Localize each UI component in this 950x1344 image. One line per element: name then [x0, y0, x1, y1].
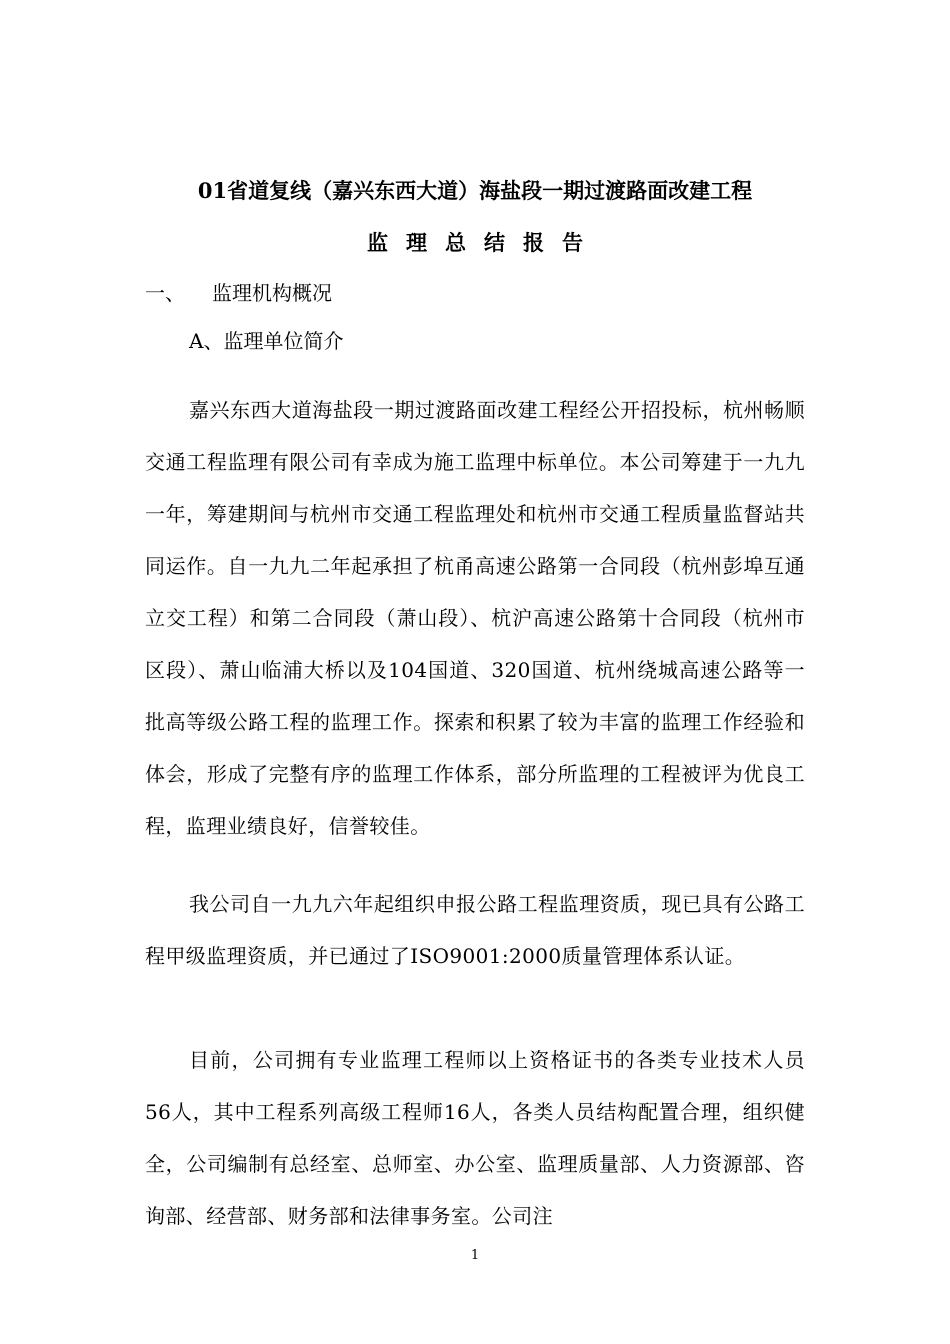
subsection-heading: A、监理单位简介: [189, 329, 344, 353]
document-subtitle: 监理总结报告: [367, 230, 601, 255]
paragraph-staffing: 目前，公司拥有专业监理工程师以上资格证书的各类专业技术人员56人，其中工程系列高级工程师16人，各类人员结构配置合理，组织健全，公司编制有总经室、总师室、办公室、监理质量部、人力资源部、咨询部、经营部、财务部和法律事务室。公司注: [145, 1048, 805, 1228]
section-heading-text: 监理机构概况: [212, 281, 332, 305]
paragraph-company-intro: 嘉兴东西大道海盐段一期过渡路面改建工程经公开招投标，杭州畅顺交通工程监理有限公司有幸成为施工监理中标单位。本公司筹建于一九九一年，筹建期间与杭州市交通工程监理处和杭州市交通工程质量监督站共同运作。自一九九二年起承担了杭甬高速公路第一合同段（杭州彭埠互通立交工程）和第二合同段（萧山段）、杭沪高速公路第十合同段（杭州市区段）、萧山临浦大桥以及104国道、320国道、杭州绕城高速公路等一批高等级公路工程的监理工作。探索和积累了较为丰富的监理工作经验和体会，形成了完整有序的监理工作体系，部分所监理的工程被评为优良工程，监理业绩良好，信誉较佳。: [145, 398, 805, 838]
section-number: 一、: [145, 281, 185, 305]
paragraph-qualification: 我公司自一九九六年起组织申报公路工程监理资质，现已具有公路工程甲级监理资质，并已通过了ISO9001:2000质量管理体系认证。: [145, 892, 805, 968]
page-number: 1: [470, 1248, 480, 1263]
section-heading: [145, 278, 332, 308]
document-title: 01省道复线（嘉兴东西大道）海盐段一期过渡路面改建工程: [197, 178, 753, 203]
